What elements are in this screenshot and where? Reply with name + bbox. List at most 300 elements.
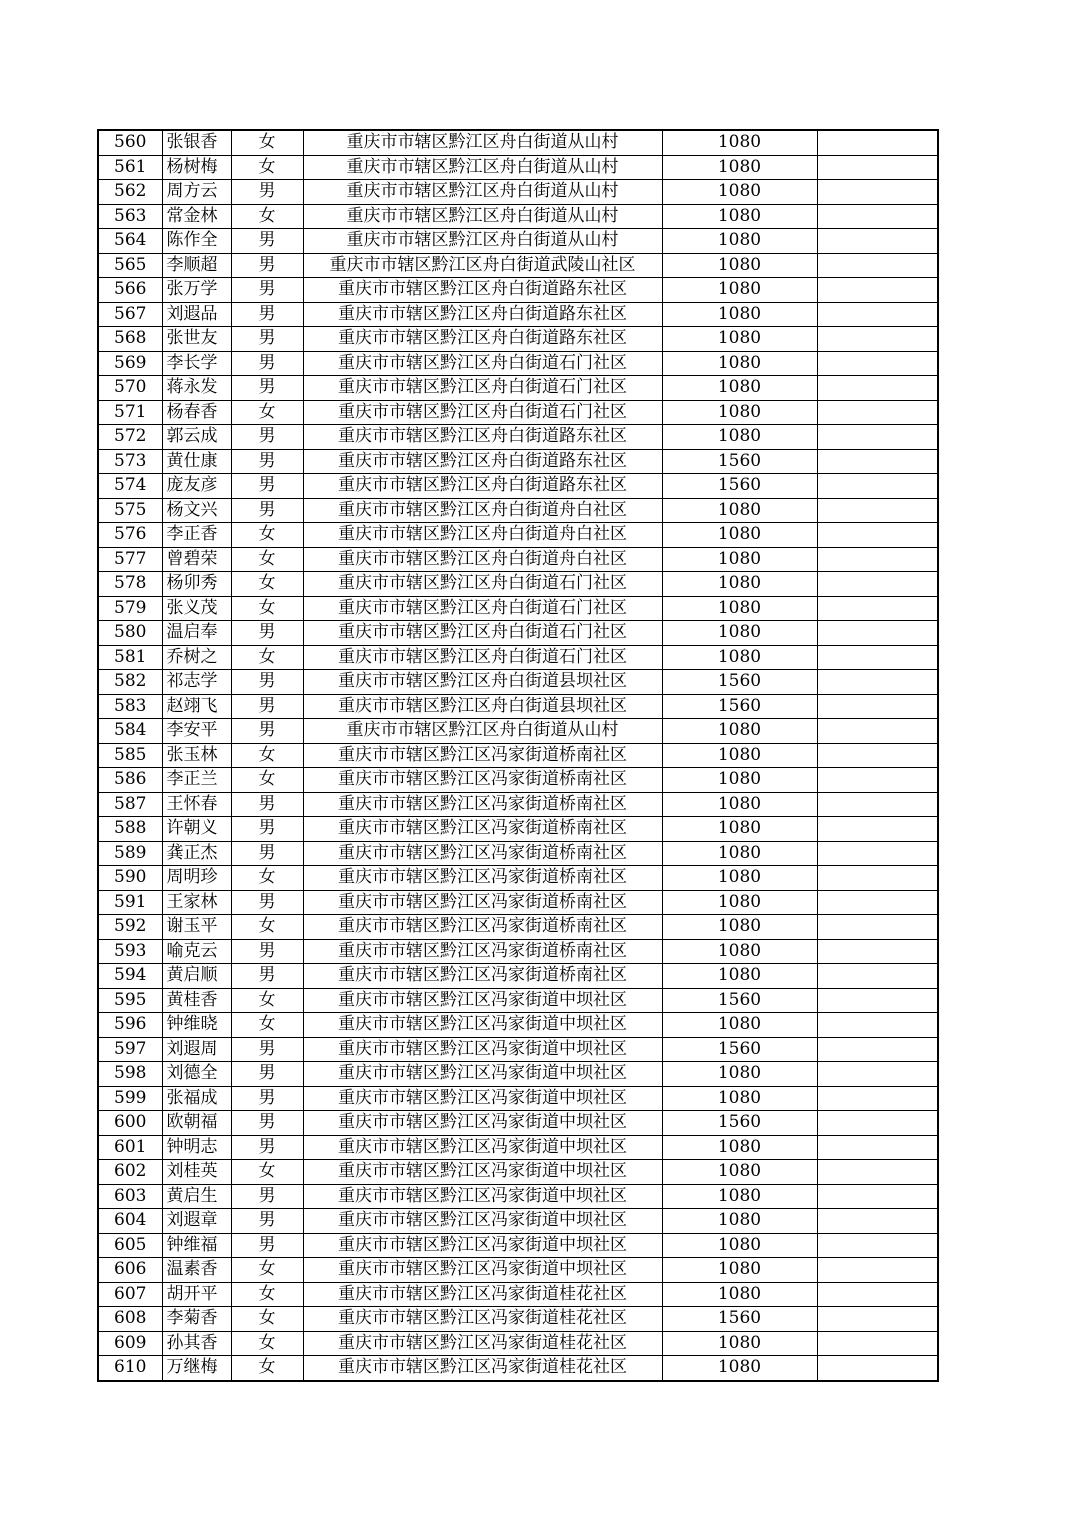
address-cell: 重庆市市辖区黔江区冯家街道中坝社区	[303, 1062, 662, 1087]
address-cell: 重庆市市辖区黔江区舟白街道石门社区	[303, 376, 662, 401]
gender-cell: 女	[231, 523, 303, 548]
name-cell: 郭云成	[162, 425, 231, 450]
note-cell	[817, 1356, 938, 1381]
address-cell: 重庆市市辖区黔江区冯家街道中坝社区	[303, 1013, 662, 1038]
row-number-cell: 602	[98, 1160, 162, 1185]
table-row	[98, 670, 938, 695]
gender-cell: 女	[231, 988, 303, 1013]
address-cell: 重庆市市辖区黔江区冯家街道中坝社区	[303, 1258, 662, 1283]
name-cell: 祁志学	[162, 670, 231, 695]
name-cell: 钟明志	[162, 1135, 231, 1160]
address-cell: 重庆市市辖区黔江区舟白街道县坝社区	[303, 694, 662, 719]
gender-cell: 男	[231, 1135, 303, 1160]
address-cell: 重庆市市辖区黔江区舟白街道路东社区	[303, 449, 662, 474]
table-row	[98, 939, 938, 964]
name-cell: 张银香	[162, 130, 231, 155]
amount-cell: 1080	[662, 792, 817, 817]
table-row	[98, 1135, 938, 1160]
note-cell	[817, 964, 938, 989]
row-number-cell: 610	[98, 1356, 162, 1381]
gender-cell: 女	[231, 1356, 303, 1381]
note-cell	[817, 621, 938, 646]
address-cell: 重庆市市辖区黔江区冯家街道中坝社区	[303, 988, 662, 1013]
table-row	[98, 768, 938, 793]
note-cell	[817, 670, 938, 695]
amount-cell: 1560	[662, 449, 817, 474]
amount-cell: 1080	[662, 1258, 817, 1283]
table-row	[98, 743, 938, 768]
table-row	[98, 694, 938, 719]
name-cell: 陈作全	[162, 229, 231, 254]
gender-cell: 男	[231, 278, 303, 303]
row-number-cell: 563	[98, 204, 162, 229]
table-row	[98, 498, 938, 523]
note-cell	[817, 939, 938, 964]
table-row	[98, 1086, 938, 1111]
note-cell	[817, 1209, 938, 1234]
note-cell	[817, 1307, 938, 1332]
gender-cell: 男	[231, 817, 303, 842]
name-cell: 常金林	[162, 204, 231, 229]
note-cell	[817, 1184, 938, 1209]
name-cell: 杨文兴	[162, 498, 231, 523]
name-cell: 李菊香	[162, 1307, 231, 1332]
address-cell: 重庆市市辖区黔江区舟白街道从山村	[303, 155, 662, 180]
note-cell	[817, 498, 938, 523]
address-cell: 重庆市市辖区黔江区舟白街道石门社区	[303, 596, 662, 621]
table-row	[98, 1160, 938, 1185]
row-number-cell: 598	[98, 1062, 162, 1087]
amount-cell: 1560	[662, 1111, 817, 1136]
address-cell: 重庆市市辖区黔江区舟白街道石门社区	[303, 400, 662, 425]
address-cell: 重庆市市辖区黔江区舟白街道石门社区	[303, 572, 662, 597]
gender-cell: 女	[231, 130, 303, 155]
amount-cell: 1080	[662, 1135, 817, 1160]
table-body	[98, 130, 938, 1381]
note-cell	[817, 890, 938, 915]
gender-cell: 女	[231, 866, 303, 891]
gender-cell: 女	[231, 400, 303, 425]
gender-cell: 男	[231, 1086, 303, 1111]
gender-cell: 男	[231, 1209, 303, 1234]
note-cell	[817, 1013, 938, 1038]
address-cell: 重庆市市辖区黔江区冯家街道桂花社区	[303, 1307, 662, 1332]
amount-cell: 1080	[662, 915, 817, 940]
row-number-cell: 608	[98, 1307, 162, 1332]
gender-cell: 男	[231, 376, 303, 401]
table-row	[98, 1282, 938, 1307]
table-row	[98, 1062, 938, 1087]
address-cell: 重庆市市辖区黔江区冯家街道中坝社区	[303, 1160, 662, 1185]
gender-cell: 男	[231, 792, 303, 817]
table-row	[98, 253, 938, 278]
gender-cell: 女	[231, 1307, 303, 1332]
gender-cell: 女	[231, 1331, 303, 1356]
beneficiary-table	[97, 129, 939, 1382]
table-row	[98, 400, 938, 425]
amount-cell: 1080	[662, 1062, 817, 1087]
table-row	[98, 719, 938, 744]
address-cell: 重庆市市辖区黔江区舟白街道从山村	[303, 130, 662, 155]
gender-cell: 男	[231, 1233, 303, 1258]
table-row	[98, 792, 938, 817]
amount-cell: 1080	[662, 841, 817, 866]
amount-cell: 1080	[662, 351, 817, 376]
gender-cell: 男	[231, 351, 303, 376]
row-number-cell: 582	[98, 670, 162, 695]
note-cell	[817, 155, 938, 180]
note-cell	[817, 1160, 938, 1185]
amount-cell: 1080	[662, 1013, 817, 1038]
address-cell: 重庆市市辖区黔江区冯家街道桂花社区	[303, 1331, 662, 1356]
amount-cell: 1080	[662, 596, 817, 621]
address-cell: 重庆市市辖区黔江区冯家街道中坝社区	[303, 1135, 662, 1160]
gender-cell: 女	[231, 1160, 303, 1185]
note-cell	[817, 425, 938, 450]
amount-cell: 1080	[662, 400, 817, 425]
table-row	[98, 890, 938, 915]
gender-cell: 男	[231, 474, 303, 499]
address-cell: 重庆市市辖区黔江区冯家街道桂花社区	[303, 1356, 662, 1381]
gender-cell: 女	[231, 645, 303, 670]
table-row	[98, 645, 938, 670]
gender-cell: 男	[231, 719, 303, 744]
row-number-cell: 583	[98, 694, 162, 719]
address-cell: 重庆市市辖区黔江区冯家街道桥南社区	[303, 939, 662, 964]
name-cell: 乔树之	[162, 645, 231, 670]
row-number-cell: 575	[98, 498, 162, 523]
row-number-cell: 577	[98, 547, 162, 572]
table-row	[98, 817, 938, 842]
table-row	[98, 204, 938, 229]
table-row	[98, 964, 938, 989]
amount-cell: 1560	[662, 1307, 817, 1332]
amount-cell: 1080	[662, 866, 817, 891]
table-row	[98, 547, 938, 572]
address-cell: 重庆市市辖区黔江区冯家街道桥南社区	[303, 768, 662, 793]
note-cell	[817, 302, 938, 327]
table-row	[98, 130, 938, 155]
name-cell: 黄启顺	[162, 964, 231, 989]
address-cell: 重庆市市辖区黔江区舟白街道路东社区	[303, 425, 662, 450]
table-row	[98, 1209, 938, 1234]
note-cell	[817, 327, 938, 352]
gender-cell: 男	[231, 1184, 303, 1209]
address-cell: 重庆市市辖区黔江区冯家街道桥南社区	[303, 841, 662, 866]
table-row	[98, 1233, 938, 1258]
row-number-cell: 562	[98, 180, 162, 205]
name-cell: 胡开平	[162, 1282, 231, 1307]
note-cell	[817, 841, 938, 866]
note-cell	[817, 915, 938, 940]
name-cell: 周明珍	[162, 866, 231, 891]
address-cell: 重庆市市辖区黔江区舟白街道武陵山社区	[303, 253, 662, 278]
row-number-cell: 573	[98, 449, 162, 474]
table-row	[98, 1037, 938, 1062]
note-cell	[817, 523, 938, 548]
row-number-cell: 593	[98, 939, 162, 964]
gender-cell: 女	[231, 596, 303, 621]
name-cell: 李正香	[162, 523, 231, 548]
name-cell: 张万学	[162, 278, 231, 303]
address-cell: 重庆市市辖区黔江区冯家街道桥南社区	[303, 792, 662, 817]
note-cell	[817, 449, 938, 474]
amount-cell: 1080	[662, 425, 817, 450]
gender-cell: 女	[231, 1282, 303, 1307]
row-number-cell: 564	[98, 229, 162, 254]
address-cell: 重庆市市辖区黔江区舟白街道舟白社区	[303, 547, 662, 572]
gender-cell: 女	[231, 204, 303, 229]
note-cell	[817, 792, 938, 817]
gender-cell: 女	[231, 743, 303, 768]
table-row	[98, 474, 938, 499]
amount-cell: 1080	[662, 302, 817, 327]
gender-cell: 男	[231, 253, 303, 278]
note-cell	[817, 278, 938, 303]
amount-cell: 1080	[662, 1160, 817, 1185]
amount-cell: 1080	[662, 376, 817, 401]
table-row	[98, 425, 938, 450]
name-cell: 张玉林	[162, 743, 231, 768]
row-number-cell: 585	[98, 743, 162, 768]
name-cell: 李长学	[162, 351, 231, 376]
address-cell: 重庆市市辖区黔江区冯家街道桥南社区	[303, 915, 662, 940]
amount-cell: 1080	[662, 817, 817, 842]
amount-cell: 1080	[662, 204, 817, 229]
row-number-cell: 572	[98, 425, 162, 450]
row-number-cell: 581	[98, 645, 162, 670]
address-cell: 重庆市市辖区黔江区舟白街道路东社区	[303, 327, 662, 352]
gender-cell: 女	[231, 547, 303, 572]
name-cell: 李安平	[162, 719, 231, 744]
row-number-cell: 574	[98, 474, 162, 499]
address-cell: 重庆市市辖区黔江区冯家街道中坝社区	[303, 1209, 662, 1234]
table-row	[98, 376, 938, 401]
note-cell	[817, 1258, 938, 1283]
table-row	[98, 327, 938, 352]
address-cell: 重庆市市辖区黔江区冯家街道桥南社区	[303, 743, 662, 768]
note-cell	[817, 1086, 938, 1111]
amount-cell: 1560	[662, 474, 817, 499]
gender-cell: 男	[231, 425, 303, 450]
row-number-cell: 600	[98, 1111, 162, 1136]
amount-cell: 1080	[662, 229, 817, 254]
gender-cell: 男	[231, 1111, 303, 1136]
address-cell: 重庆市市辖区黔江区冯家街道中坝社区	[303, 1037, 662, 1062]
table-row	[98, 1307, 938, 1332]
gender-cell: 男	[231, 670, 303, 695]
amount-cell: 1080	[662, 572, 817, 597]
row-number-cell: 578	[98, 572, 162, 597]
name-cell: 龚正杰	[162, 841, 231, 866]
note-cell	[817, 1331, 938, 1356]
row-number-cell: 595	[98, 988, 162, 1013]
amount-cell: 1080	[662, 180, 817, 205]
row-number-cell: 586	[98, 768, 162, 793]
row-number-cell: 576	[98, 523, 162, 548]
name-cell: 刘德全	[162, 1062, 231, 1087]
amount-cell: 1080	[662, 964, 817, 989]
note-cell	[817, 596, 938, 621]
note-cell	[817, 1111, 938, 1136]
address-cell: 重庆市市辖区黔江区冯家街道桥南社区	[303, 890, 662, 915]
row-number-cell: 580	[98, 621, 162, 646]
row-number-cell: 579	[98, 596, 162, 621]
row-number-cell: 568	[98, 327, 162, 352]
table-row	[98, 572, 938, 597]
address-cell: 重庆市市辖区黔江区舟白街道县坝社区	[303, 670, 662, 695]
note-cell	[817, 253, 938, 278]
table-row	[98, 449, 938, 474]
amount-cell: 1560	[662, 694, 817, 719]
address-cell: 重庆市市辖区黔江区舟白街道石门社区	[303, 621, 662, 646]
name-cell: 欧朝福	[162, 1111, 231, 1136]
row-number-cell: 596	[98, 1013, 162, 1038]
gender-cell: 男	[231, 841, 303, 866]
gender-cell: 女	[231, 768, 303, 793]
gender-cell: 男	[231, 1062, 303, 1087]
amount-cell: 1080	[662, 523, 817, 548]
table-row	[98, 351, 938, 376]
address-cell: 重庆市市辖区黔江区冯家街道中坝社区	[303, 1111, 662, 1136]
name-cell: 刘遐周	[162, 1037, 231, 1062]
amount-cell: 1080	[662, 1086, 817, 1111]
row-number-cell: 609	[98, 1331, 162, 1356]
address-cell: 重庆市市辖区黔江区舟白街道石门社区	[303, 351, 662, 376]
note-cell	[817, 351, 938, 376]
name-cell: 赵翊飞	[162, 694, 231, 719]
gender-cell: 男	[231, 621, 303, 646]
name-cell: 孙其香	[162, 1331, 231, 1356]
name-cell: 喻克云	[162, 939, 231, 964]
amount-cell: 1080	[662, 1356, 817, 1381]
note-cell	[817, 645, 938, 670]
note-cell	[817, 768, 938, 793]
name-cell: 黄启生	[162, 1184, 231, 1209]
gender-cell: 女	[231, 1013, 303, 1038]
name-cell: 庞友彦	[162, 474, 231, 499]
note-cell	[817, 817, 938, 842]
note-cell	[817, 866, 938, 891]
table-row	[98, 1111, 938, 1136]
row-number-cell: 571	[98, 400, 162, 425]
amount-cell: 1080	[662, 621, 817, 646]
name-cell: 钟维福	[162, 1233, 231, 1258]
row-number-cell: 570	[98, 376, 162, 401]
table-row	[98, 1331, 938, 1356]
row-number-cell: 607	[98, 1282, 162, 1307]
amount-cell: 1080	[662, 890, 817, 915]
table-row	[98, 621, 938, 646]
name-cell: 黄仕康	[162, 449, 231, 474]
amount-cell: 1080	[662, 253, 817, 278]
table-row	[98, 596, 938, 621]
note-cell	[817, 743, 938, 768]
name-cell: 杨春香	[162, 400, 231, 425]
amount-cell: 1560	[662, 1037, 817, 1062]
address-cell: 重庆市市辖区黔江区冯家街道桥南社区	[303, 964, 662, 989]
name-cell: 刘遐品	[162, 302, 231, 327]
note-cell	[817, 1282, 938, 1307]
name-cell: 黄桂香	[162, 988, 231, 1013]
note-cell	[817, 1037, 938, 1062]
row-number-cell: 590	[98, 866, 162, 891]
gender-cell: 女	[231, 572, 303, 597]
note-cell	[817, 180, 938, 205]
address-cell: 重庆市市辖区黔江区舟白街道路东社区	[303, 302, 662, 327]
row-number-cell: 588	[98, 817, 162, 842]
row-number-cell: 603	[98, 1184, 162, 1209]
note-cell	[817, 719, 938, 744]
name-cell: 万继梅	[162, 1356, 231, 1381]
row-number-cell: 566	[98, 278, 162, 303]
name-cell: 王家林	[162, 890, 231, 915]
row-number-cell: 584	[98, 719, 162, 744]
gender-cell: 男	[231, 327, 303, 352]
row-number-cell: 606	[98, 1258, 162, 1283]
row-number-cell: 597	[98, 1037, 162, 1062]
amount-cell: 1080	[662, 1331, 817, 1356]
gender-cell: 男	[231, 1037, 303, 1062]
name-cell: 杨树梅	[162, 155, 231, 180]
gender-cell: 男	[231, 694, 303, 719]
row-number-cell: 569	[98, 351, 162, 376]
table-row	[98, 866, 938, 891]
name-cell: 温启奉	[162, 621, 231, 646]
table-row	[98, 1356, 938, 1381]
gender-cell: 男	[231, 180, 303, 205]
note-cell	[817, 1135, 938, 1160]
name-cell: 张世友	[162, 327, 231, 352]
address-cell: 重庆市市辖区黔江区冯家街道中坝社区	[303, 1184, 662, 1209]
note-cell	[817, 400, 938, 425]
gender-cell: 女	[231, 915, 303, 940]
address-cell: 重庆市市辖区黔江区冯家街道中坝社区	[303, 1086, 662, 1111]
table-row	[98, 155, 938, 180]
name-cell: 张义茂	[162, 596, 231, 621]
name-cell: 蒋永发	[162, 376, 231, 401]
amount-cell: 1080	[662, 327, 817, 352]
row-number-cell: 560	[98, 130, 162, 155]
note-cell	[817, 376, 938, 401]
table-row	[98, 302, 938, 327]
address-cell: 重庆市市辖区黔江区舟白街道石门社区	[303, 645, 662, 670]
row-number-cell: 599	[98, 1086, 162, 1111]
address-cell: 重庆市市辖区黔江区舟白街道从山村	[303, 719, 662, 744]
address-cell: 重庆市市辖区黔江区冯家街道中坝社区	[303, 1233, 662, 1258]
row-number-cell: 592	[98, 915, 162, 940]
amount-cell: 1080	[662, 939, 817, 964]
gender-cell: 男	[231, 229, 303, 254]
amount-cell: 1560	[662, 670, 817, 695]
note-cell	[817, 547, 938, 572]
address-cell: 重庆市市辖区黔江区冯家街道桥南社区	[303, 817, 662, 842]
row-number-cell: 561	[98, 155, 162, 180]
amount-cell: 1080	[662, 498, 817, 523]
gender-cell: 男	[231, 890, 303, 915]
note-cell	[817, 988, 938, 1013]
name-cell: 王怀春	[162, 792, 231, 817]
row-number-cell: 567	[98, 302, 162, 327]
name-cell: 温素香	[162, 1258, 231, 1283]
amount-cell: 1080	[662, 547, 817, 572]
address-cell: 重庆市市辖区黔江区冯家街道桂花社区	[303, 1282, 662, 1307]
row-number-cell: 587	[98, 792, 162, 817]
name-cell: 刘桂英	[162, 1160, 231, 1185]
table-row	[98, 1258, 938, 1283]
table-row	[98, 915, 938, 940]
address-cell: 重庆市市辖区黔江区舟白街道从山村	[303, 180, 662, 205]
